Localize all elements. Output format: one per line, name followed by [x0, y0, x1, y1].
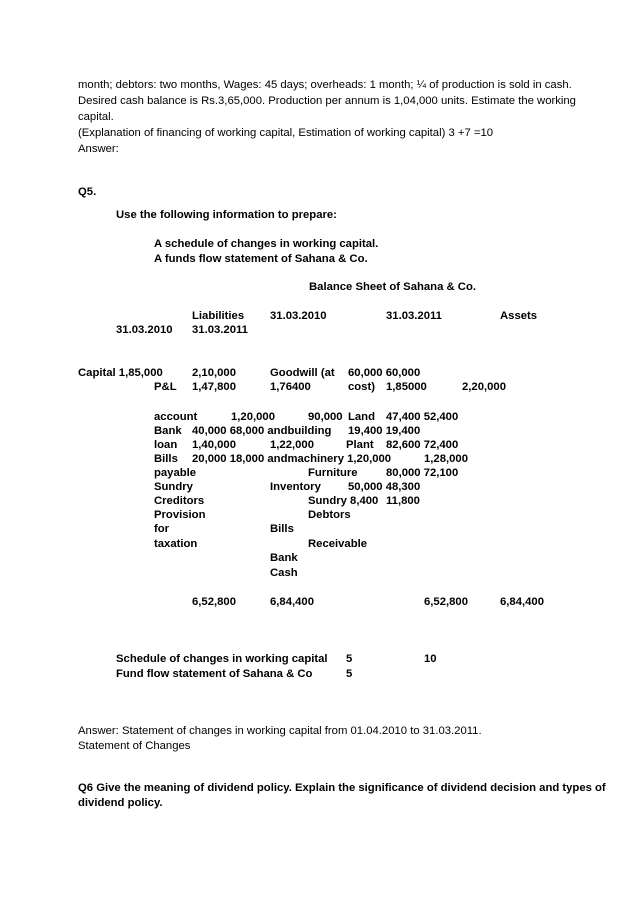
- header-date-2: 31.03.2011: [386, 310, 442, 322]
- row-capital-2011: 2,10,000: [192, 367, 236, 379]
- row-goodwill-cost: cost): [348, 381, 375, 393]
- row-bills-values: 20,000 18,000 andmachinery 1,20,000: [192, 453, 392, 465]
- q5-item-2: A funds flow statement of Sahana & Co.: [154, 253, 368, 265]
- total-liabilities-2011: 6,84,400: [270, 596, 314, 608]
- row-sundry-debtors-2011: 11,800: [386, 495, 420, 507]
- marks-schedule: Schedule of changes in working capital: [116, 653, 328, 665]
- row-for: for: [154, 523, 170, 535]
- row-plant: Plant: [346, 439, 374, 451]
- row-plant-values: 82,600 72,400: [386, 439, 459, 451]
- total-liabilities-2010: 6,52,800: [192, 596, 236, 608]
- marks-total: 10: [424, 653, 437, 665]
- row-bank-asset: Bank: [270, 552, 298, 564]
- row-building-values: 19,400 19,400: [348, 425, 421, 437]
- row-inventory-values: 50,000 48,300: [348, 481, 421, 493]
- intro-answer: Answer:: [78, 143, 119, 155]
- row-taxation: taxation: [154, 538, 198, 550]
- row-bills: Bills: [154, 453, 178, 465]
- row-furniture: Furniture: [308, 467, 358, 479]
- intro-line-3: capital.: [78, 111, 114, 123]
- row-sundry-debtors: Sundry 8,400: [308, 495, 379, 507]
- row-goodwill: Goodwill (at: [270, 367, 335, 379]
- row-loan: loan: [154, 439, 178, 451]
- total-assets-2010: 6,52,800: [424, 596, 468, 608]
- row-bills-asset: Bills: [270, 523, 294, 535]
- row-bank: Bank: [154, 425, 182, 437]
- q6-line-2: dividend policy.: [78, 797, 163, 809]
- row-provision: Provision: [154, 509, 206, 521]
- row-account-v1: 1,20,000: [231, 411, 275, 423]
- q5-item-1: A schedule of changes in working capital.: [154, 238, 379, 250]
- header-date-1: 31.03.2010: [270, 310, 327, 322]
- row-sundry: Sundry: [154, 481, 193, 493]
- row-account-v2: 90,000: [308, 411, 343, 423]
- row-machinery-2011: 1,28,000: [424, 453, 468, 465]
- row-debtors: Debtors: [308, 509, 351, 521]
- marks-fund-flow-value: 5: [346, 668, 353, 680]
- row-receivable: Receivable: [308, 538, 368, 550]
- row-bank-values: 40,000 68,000 andbuilding: [192, 425, 332, 437]
- row-goodwill-values: 60,000 60,000: [348, 367, 421, 379]
- header-assets: Assets: [500, 310, 538, 322]
- q6-line-1: Q6 Give the meaning of dividend policy. Explain the significance of dividend decision and types of: [78, 782, 606, 794]
- row-pl-2010: 1,47,800: [192, 381, 236, 393]
- row-inventory: Inventory: [270, 481, 321, 493]
- row-payable: payable: [154, 467, 197, 479]
- row-account: account: [154, 411, 198, 423]
- intro-line-4: (Explanation of financing of working capital, Estimation of working capital) 3 +7 =10: [78, 127, 494, 139]
- intro-line-1: month; debtors: two months, Wages: 45 days; overheads: 1 month; ¼ of production is sold in cash.: [78, 79, 572, 91]
- intro-line-2: Desired cash balance is Rs.3,65,000. Production per annum is 1,04,000 units. Estimate the working: [78, 95, 576, 107]
- row-pl: P&L: [154, 381, 177, 393]
- row-cash: Cash: [270, 567, 298, 579]
- total-assets-2011: 6,84,400: [500, 596, 544, 608]
- row-capital: Capital 1,85,000: [78, 367, 163, 379]
- row-loan-2011: 1,22,000: [270, 439, 314, 451]
- header-date-4: 31.03.2011: [192, 324, 248, 336]
- header-date-3: 31.03.2010: [116, 324, 173, 336]
- q5-label: Q5.: [78, 186, 97, 198]
- q5-answer: Answer: Statement of changes in working capital from 01.04.2010 to 31.03.2011.: [78, 725, 482, 737]
- row-land-values: 47,400 52,400: [386, 411, 459, 423]
- balance-sheet-title: Balance Sheet of Sahana & Co.: [309, 281, 476, 293]
- row-land: Land: [348, 411, 375, 423]
- q5-instruction: Use the following information to prepare:: [116, 209, 337, 221]
- row-total-b: 2,20,000: [462, 381, 506, 393]
- row-creditors: Creditors: [154, 495, 205, 507]
- marks-schedule-value: 5: [346, 653, 353, 665]
- marks-fund-flow: Fund flow statement of Sahana & Co: [116, 668, 313, 680]
- q5-answer-sub: Statement of Changes: [78, 740, 191, 752]
- row-total-a: 1,85000: [386, 381, 427, 393]
- header-liabilities: Liabilities: [192, 310, 245, 322]
- row-furniture-values: 80,000 72,100: [386, 467, 459, 479]
- row-loan-2010: 1,40,000: [192, 439, 236, 451]
- row-pl-2011: 1,76400: [270, 381, 311, 393]
